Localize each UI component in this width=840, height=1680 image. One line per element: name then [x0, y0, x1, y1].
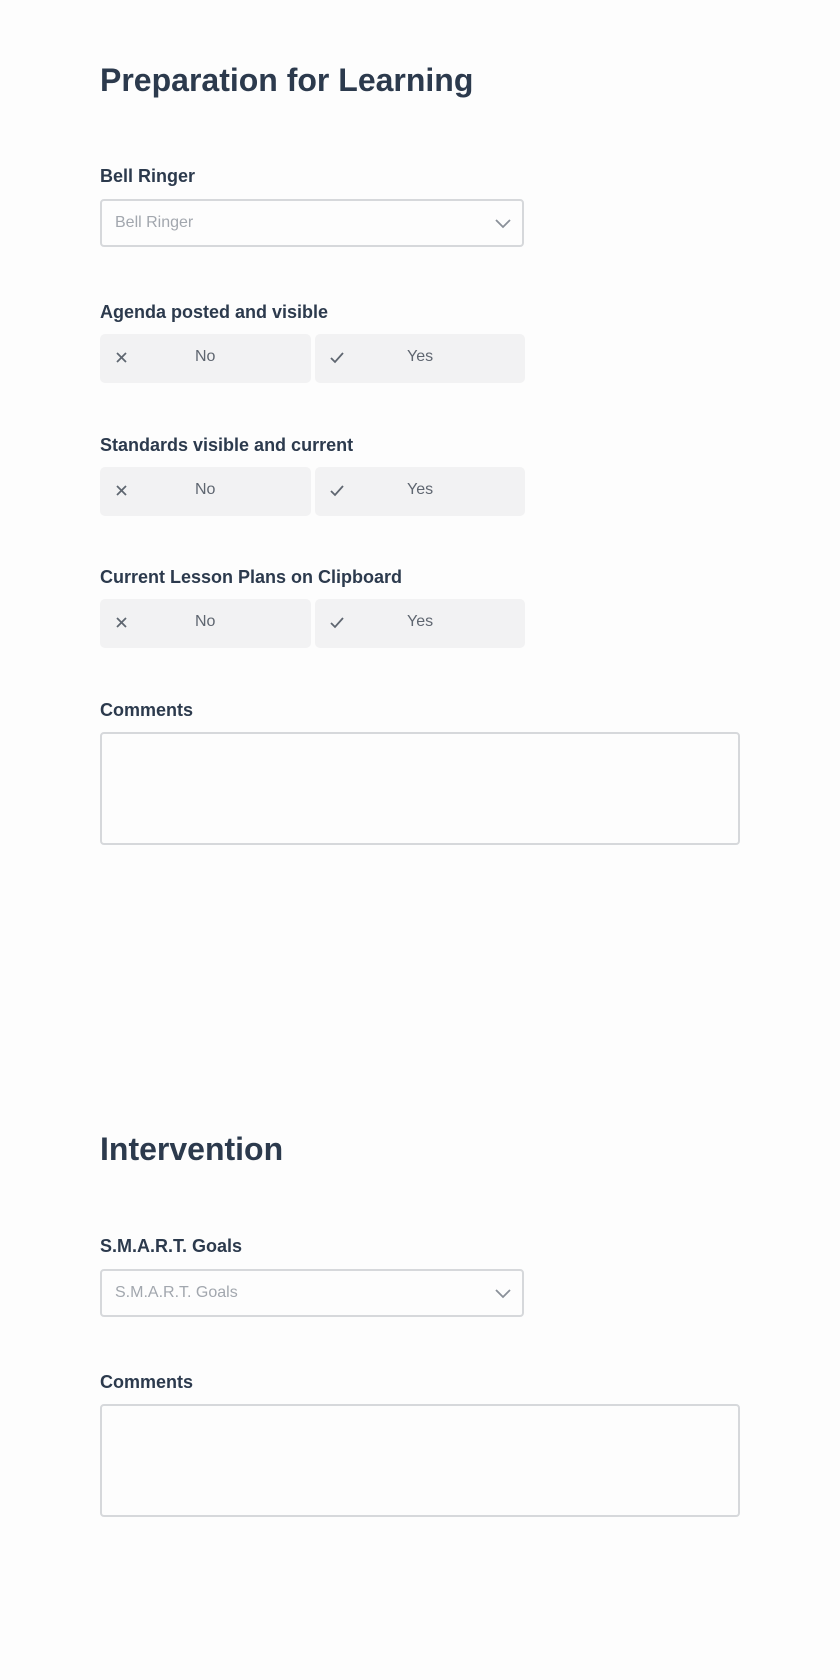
lesson-plans-no-button[interactable] — [100, 599, 311, 648]
lesson-plans-toggle-group — [100, 599, 525, 648]
agenda-label: Agenda posted and visible — [100, 302, 329, 322]
lesson-plans-yes-label: Yes — [407, 613, 434, 630]
agenda-yes-label: Yes — [407, 348, 434, 365]
x-icon — [114, 483, 130, 499]
lesson-plans-no-label: No — [195, 613, 216, 630]
smart-goals-placeholder: S.M.A.R.T. Goals — [115, 1284, 238, 1301]
chevron-down-icon — [494, 214, 512, 232]
standards-toggle-group — [100, 467, 525, 516]
x-icon — [114, 350, 130, 366]
agenda-no-label: No — [195, 348, 216, 365]
comments-textarea[interactable] — [100, 732, 740, 845]
section-title-intervention: Intervention — [100, 1131, 284, 1167]
check-icon — [329, 350, 345, 366]
bell-ringer-placeholder: Bell Ringer — [115, 214, 194, 231]
x-icon — [114, 615, 130, 631]
lesson-plans-label: Current Lesson Plans on Clipboard — [100, 567, 403, 587]
chevron-down-icon — [494, 1284, 512, 1302]
agenda-no-button[interactable] — [100, 334, 311, 383]
comments-label: Comments — [100, 700, 194, 720]
standards-no-label: No — [195, 481, 216, 498]
agenda-toggle-group — [100, 334, 525, 383]
section-title-preparation: Preparation for Learning — [100, 62, 474, 98]
bell-ringer-select[interactable] — [100, 199, 524, 247]
standards-yes-label: Yes — [407, 481, 434, 498]
smart-goals-select[interactable] — [100, 1269, 524, 1317]
intervention-comments-label: Comments — [100, 1372, 194, 1392]
check-icon — [329, 483, 345, 499]
agenda-yes-button[interactable] — [315, 334, 525, 383]
intervention-comments-textarea[interactable] — [100, 1404, 740, 1517]
lesson-plans-yes-button[interactable] — [315, 599, 525, 648]
check-icon — [329, 615, 345, 631]
standards-no-button[interactable] — [100, 467, 311, 516]
bell-ringer-label: Bell Ringer — [100, 166, 196, 186]
standards-label: Standards visible and current — [100, 435, 354, 455]
standards-yes-button[interactable] — [315, 467, 525, 516]
smart-goals-label: S.M.A.R.T. Goals — [100, 1236, 243, 1256]
